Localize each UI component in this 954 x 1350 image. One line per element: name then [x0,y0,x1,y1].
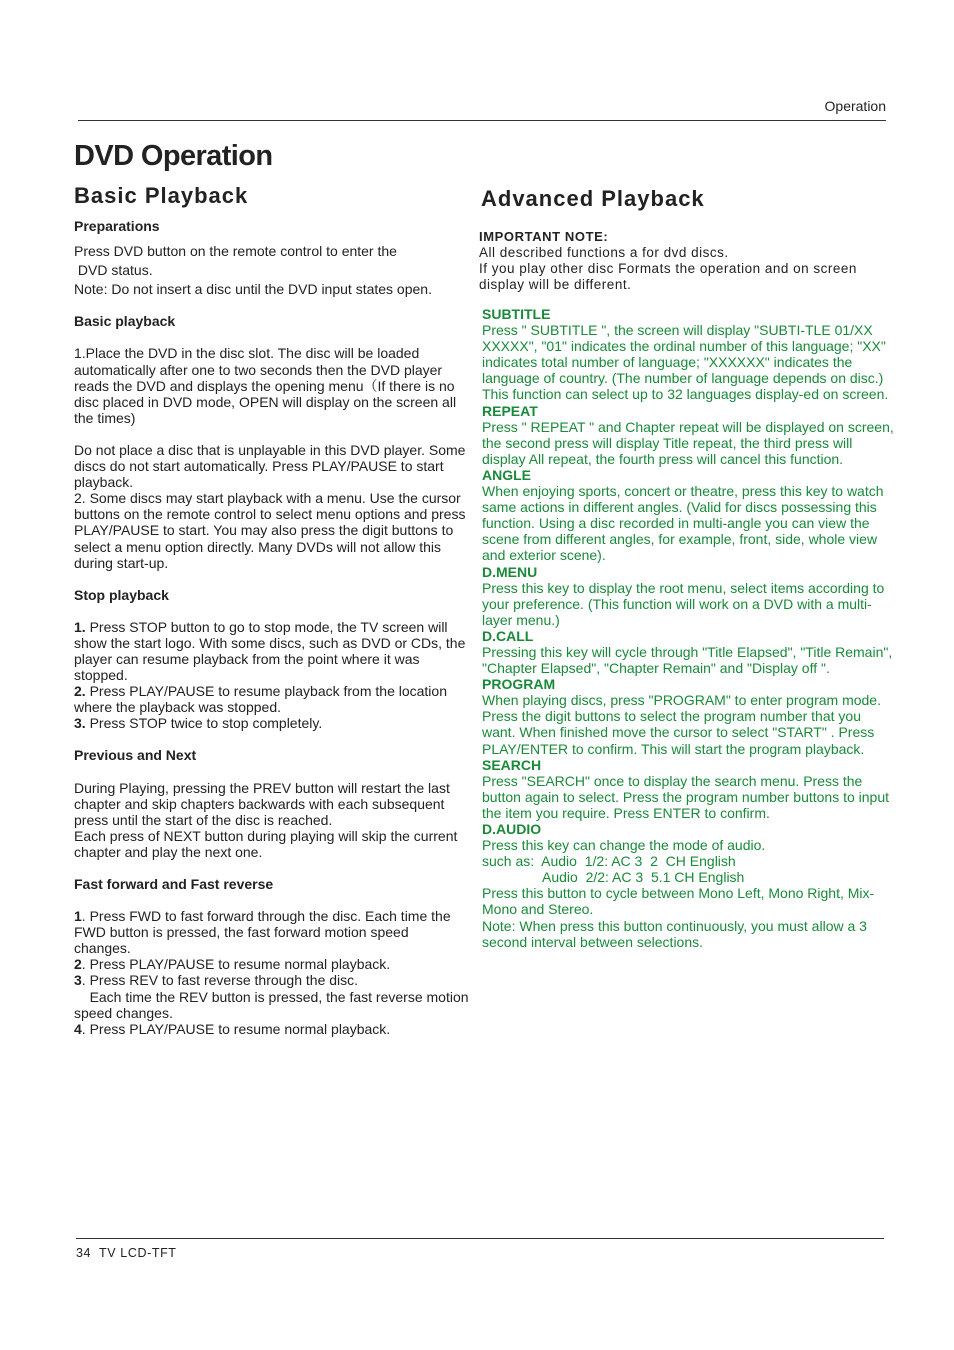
dmenu-heading: D.MENU [482,563,538,580]
preparations-line1: Press DVD button on the remote control to enter the [74,243,397,260]
important-note [479,229,899,293]
ff-step3-number: 3 [74,972,82,989]
preparations-line2: DVD status. [74,262,153,279]
ff-step4 [74,1021,469,1037]
ff-step4-number: 4 [74,1020,82,1037]
angle-text: When enjoying sports, concert or theatre, press this key to watch same actions in different angles. (Valid for discs possessing this function. Using a disc recorded in multi-angle you can view the scene from different angles, for example, front, side, whole view and exterior scene). [482,483,884,564]
stop-step1-number: 1. [74,618,86,635]
basic-playback-heading: Basic playback [74,313,176,330]
subtitle-text: Press " SUBTITLE ", the screen will display "SUBTI-TLE 01/XX XXXXX", "01" indicates the ordinal number of this language; "XX" indicates total number of language; "XXXXXX" indicates the language of country. (The number of language depends on disc.) [482,322,886,387]
preparations-heading: Preparations [74,218,160,234]
prev-paragraph: During Playing, pressing the PREV button will restart the last chapter and skip chapters backwards with each subsequent press until the start of the disc is reached. [74,779,450,828]
repeat-text: Press " REPEAT " and Chapter repeat will be displayed on screen, the second press will display Title repeat, the third press will display All repeat, the fourth press will cancel this function. [482,418,894,467]
program-text: When playing discs, press "PROGRAM" to enter program mode. Press the digit buttons to select the program number that you want. When finished move the cursor to select "START" . Press PLAY/ENTER to confirm. This will start the program playback. [482,692,881,757]
ff-step3-text: . Press REV to fast reverse through the disc. [81,972,359,989]
preparations-note: Note: Do not insert a disc until the DVD input states open. [74,281,432,298]
daudio-heading: D.AUDIO [482,821,542,837]
ff-step2-text: . Press PLAY/PAUSE to resume normal playback. [81,956,391,973]
basic-playback-column [74,218,473,1037]
prev-next-heading: Previous and Next [74,747,197,764]
dmenu-text: Press this key to display the root menu, select items according to your preference. (This function will work on a DVD with a multi-layer menu.) [482,579,885,628]
subtitle-text-2: This function can select up to 32 languages display-ed on screen. [482,386,889,403]
next-paragraph: Each press of NEXT button during playing will skip the current chapter and play the next one. [74,827,458,860]
ff-step4-text: . Press PLAY/PAUSE to resume normal playback. [81,1020,391,1037]
search-heading: SEARCH [482,756,542,773]
search-text: Press "SEARCH" once to display the search menu. Press the button again to select. Press the program number buttons to input the item you require. Press ENTER to confirm. [482,772,890,821]
stop-step1 [74,619,469,683]
basic-playback-warning: Do not place a disc that is unplayable in this DVD player. Some discs do not start automatically. Press PLAY/PAUSE to start playback. [74,441,466,491]
page-footer: 34 TV LCD-TFT [76,1246,177,1260]
stop-step2-text: Press PLAY/PAUSE to resume playback from the location where the playback was stopped. [74,683,447,716]
dcall-heading: D.CALL [482,627,534,644]
subtitle-heading: SUBTITLE [482,306,551,322]
page-title: DVD Operation [74,140,273,172]
stop-step2 [74,683,469,715]
advanced-playback-heading: Advanced Playback [481,186,705,211]
daudio-cycle-text: Press this button to cycle between Mono Left, Mono Right, Mix-Mono and Stereo. [482,885,875,918]
stop-playback-heading: Stop playback [74,586,169,603]
stop-step3 [74,715,469,731]
footer-rule [76,1238,884,1239]
section-label: Operation [824,98,886,114]
header-rule [78,120,886,121]
daudio-text: Press this key can change the mode of audio. [482,837,766,854]
ff-step1 [74,908,469,956]
stop-step1-text: Press STOP button to go to stop mode, the TV screen will show the start logo. With some discs, such as DVD or CDs, the player can resume playback from the point where it was stopped. [74,618,466,684]
fast-forward-heading: Fast forward and Fast reverse [74,876,274,892]
dcall-text: Pressing this key will cycle through "Title Elapsed", "Title Remain", "Chapter Elapsed", "Chapter Remain" and "Display off ". [482,643,893,677]
important-note-line1: All described functions a for dvd discs. [479,245,729,260]
daudio-example-2: Audio 2/2: AC 3 5.1 CH English [542,869,745,886]
important-note-heading: IMPORTANT NOTE: [479,229,609,244]
ff-step2-number: 2 [74,956,82,973]
daudio-example-1: such as: Audio 1/2: AC 3 2 CH English [482,853,736,870]
advanced-functions-column [482,306,894,950]
stop-step3-number: 3. [74,715,86,732]
stop-step2-number: 2. [74,683,86,700]
ff-step1-number: 1 [74,908,82,925]
important-note-line2: If you play other disc Formats the operation and on screen display will be different. [479,261,857,292]
ff-step3-detail: Each time the REV button is pressed, the fast reverse motion speed changes. [74,988,473,1021]
ff-step2 [74,956,469,972]
stop-step3-text: Press STOP twice to stop completely. [85,715,323,732]
basic-playback-heading: Basic Playback [74,183,249,208]
program-heading: PROGRAM [482,676,556,693]
angle-heading: ANGLE [482,466,531,483]
repeat-heading: REPEAT [482,402,538,419]
ff-step1-text: . Press FWD to fast forward through the disc. Each time the FWD button is pressed, the fast forward motion speed changes. [74,908,451,957]
basic-playback-step1: 1.Place the DVD in the disc slot. The disc will be loaded automatically after one to two seconds then the DVD player reads the DVD and displays the opening menu（If there is no disc placed in DVD mode, OPEN will display on the screen all the times) [74,345,457,426]
ff-step3 [74,972,469,988]
daudio-note: Note: When press this button continuously, you must allow a 3 second interval between selections. [482,917,867,950]
basic-playback-step2: 2. Some discs may start playback with a menu. Use the cursor buttons on the remote control to select menu options and press PLAY/PAUSE to start. You may also press the digit buttons to select a menu option directly. Many DVDs will not allow this during start-up. [74,490,466,571]
